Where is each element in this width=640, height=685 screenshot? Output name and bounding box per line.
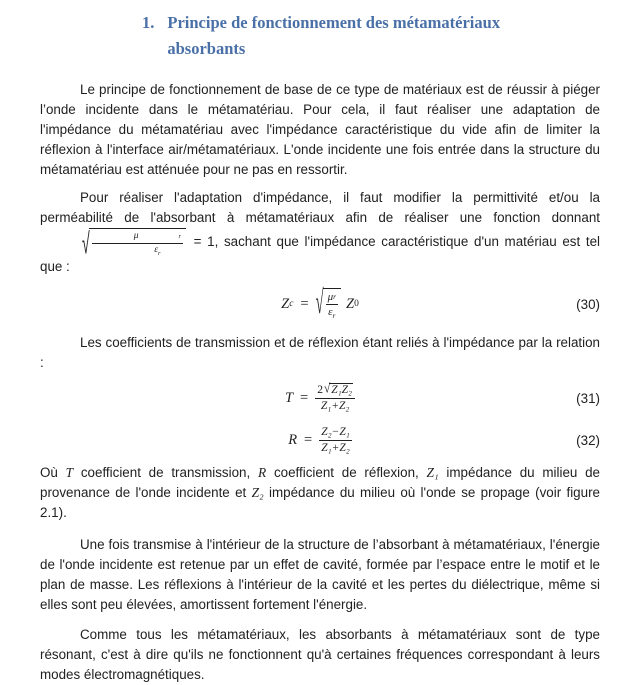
fraction-denominator: Z₁+Z₂ (321, 441, 350, 454)
equation-30-formula (281, 285, 359, 323)
fraction-denominator: Z₁+Z₂ (320, 400, 350, 413)
mu-over-epsilon-fraction (92, 231, 183, 257)
math-var-R: R (288, 431, 298, 448)
math-var-Z: Z (281, 295, 290, 312)
math-sub-0: 0 (354, 299, 359, 310)
paragraph-intro: Le principe de fonctionnement de base de ce type de matériaux est de réussir à piéger l’onde incidente dans le métamatériau. Pour cela, il faut réaliser une adaptation de l'impédance du métamatériau avec l'impédance caractéristique du vide afin de limiter la réflexion à l'interface air/métamatériaux. L'onde incidente une fois entrée dans la structure du métamatériau est atténuée pour ne pas en ressortir. (40, 82, 600, 177)
equation-number-30: (30) (576, 296, 600, 312)
equation-number-32: (32) (576, 432, 600, 448)
math-var-T: T (65, 465, 74, 481)
equals-sign: = (304, 431, 313, 448)
text-segment: coefficient de transmission, (73, 465, 258, 481)
fraction-numerator: μ r (326, 291, 338, 306)
math-var-Z2: Z₂ (251, 485, 264, 501)
text-segment: impédance du milieu où l'onde se propage (voir figure 2.1). (40, 485, 600, 521)
equation-number-31: (31) (576, 390, 600, 406)
sqrt-z1z2: √ Z₁Z₂ (323, 382, 353, 397)
text-segment: coefficient de réflexion, (266, 465, 427, 481)
equation-31-formula (285, 383, 355, 413)
section-heading (142, 10, 600, 62)
section-number: 1. (142, 13, 155, 32)
equation-30 (40, 283, 600, 325)
math-var-R: R (258, 465, 267, 481)
sqrt-mu-over-epsilon (315, 285, 341, 323)
math-sub-c: c (289, 299, 294, 310)
fraction-numerator: Z₂−Z₁ (319, 426, 352, 441)
math-var-Z0: Z (346, 295, 355, 312)
equation-31 (40, 379, 600, 417)
paragraph-coefficients-intro: Les coefficients de transmission et de réflexion étant reliés à l'impédance par la relation : (40, 335, 600, 371)
transmission-fraction (315, 383, 355, 413)
paragraph-where-terms (40, 463, 600, 523)
radical-sign-icon: √ (323, 382, 331, 397)
text-segment: impédance du milieu de provenance de l'onde incidente et (40, 465, 600, 501)
math-var-Z1: Z₁ (426, 465, 439, 481)
paragraph-impedance-matching (40, 188, 600, 277)
paragraph-resonant: Comme tous les métamatériaux, les absorbants à métamatériaux sont de type résonant, c'est à dire qu'ils ne fonctionnent qu'à certaines fréquences correspondant à leurs modes électromagnétiques. (40, 627, 600, 683)
fraction-numerator (315, 383, 355, 399)
math-coeff-2: 2 (317, 383, 323, 396)
inline-sqrt-formula (42, 225, 186, 260)
equals-sign: = (300, 295, 309, 312)
radical-sign-icon: √ (82, 225, 90, 260)
radical-sign-icon: √ (315, 285, 324, 323)
text-after-formula: = 1, sachant que l'impédance caractéristique d'un matériau est tel que : (40, 234, 600, 275)
text-before-formula: Pour réaliser l'adaptation d'impédance, il faut modifier la permittivité et/ou la perméabilité de l'absorbant à métamatériaux afin de réaliser une fonction donnant (40, 190, 600, 225)
equation-32-formula (288, 426, 352, 455)
equation-32 (40, 423, 600, 457)
section-title: Principe de fonctionnement des métamatériaux absorbants (167, 13, 501, 58)
fraction-denominator: $\varepsilon_r$ (328, 306, 336, 321)
reflection-fraction (319, 426, 352, 455)
mu-over-epsilon-fraction (326, 291, 338, 321)
paragraph-cavity-effect: Une fois transmise à l'intérieur de la structure de l’absorbant à métamatériaux, l'énergie de l'onde incidente est retenue par un effet de cavité, formée par l’espace entre le motif et le plan de masse. Les réflexions à l'intérieur de la cavité et les pertes du diélectrique, même si elles sont peu élevées, amortissent fortement l'énergie. (40, 537, 600, 613)
fraction-numerator: μ r (92, 231, 183, 244)
math-var-T: T (284, 389, 294, 406)
text-segment: Où (40, 465, 66, 481)
equals-sign: = (300, 389, 309, 406)
fraction-denominator: $\varepsilon_r$ (154, 244, 161, 257)
